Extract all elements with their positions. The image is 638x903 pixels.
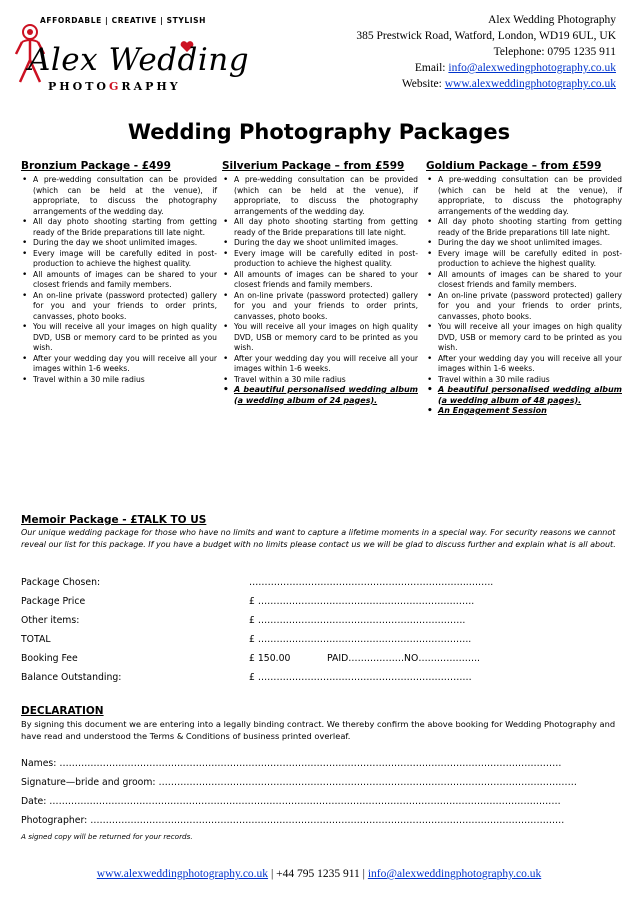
form-label: Package Chosen:: [21, 577, 101, 588]
package-feature: • All amounts of images can be shared to your closest friends and family members.: [222, 270, 418, 291]
footer-website-link[interactable]: www.alexweddingphotography.co.uk: [96, 868, 269, 880]
email-line: [356, 60, 616, 76]
names-field[interactable]: Names: ………………………………………………………………………………………………………………………………………………: [21, 758, 562, 769]
logo-photo-b: RAPHY: [121, 80, 181, 93]
package-feature: • Travel within a 30 mile radius: [222, 375, 418, 386]
footer-email-link[interactable]: info@alexweddingphotography.co.uk: [367, 868, 542, 880]
package-feature: • All amounts of images can be shared to your closest friends and family members.: [21, 270, 217, 291]
package-feature: • All day photo shooting starting from getting ready of the Bride preparations till late night.: [426, 217, 622, 238]
package-feature: • After your wedding day you will receive all your images within 1-6 weeks.: [426, 354, 622, 375]
logo-photo-g: G: [109, 80, 122, 93]
declaration-heading: DECLARATION: [21, 705, 104, 717]
page-title: Wedding Photography Packages: [127, 120, 511, 144]
package-feature: • Travel within a 30 mile radius: [426, 375, 622, 386]
package-feature: • After your wedding day you will receive all your images within 1-6 weeks.: [222, 354, 418, 375]
form-row-total: [21, 634, 621, 648]
email-label: Email:: [414, 62, 449, 74]
form-label: Booking Fee: [21, 653, 78, 664]
form-row-booking-fee: [21, 653, 621, 667]
signature-field[interactable]: Signature—bride and groom: ………………………………………………………………………………………………………………………: [21, 777, 577, 788]
package-title: Bronzium Package - £499: [21, 160, 171, 172]
package-feature: • An on-line private (password protected) gallery for you and your friends to order prints, canvasses, photo books.: [426, 291, 622, 323]
package-feature: • A pre-wedding consultation can be provided (which can be held at the venue), if appropriate, to discuss the photography arrangements of the wedding day.: [222, 175, 418, 217]
form-label: Package Price: [21, 596, 86, 607]
form-value-field: £ 150.00: [249, 653, 291, 664]
logo-name: Alex Wedding: [28, 42, 250, 78]
package-feature: • A pre-wedding consultation can be provided (which can be held at the venue), if appropriate, to discuss the photography arrangements of the wedding day.: [426, 175, 622, 217]
logo-tagline: AFFORDABLE | CREATIVE | STYLISH: [40, 16, 207, 25]
package-feature: • You will receive all your images on high quality DVD, USB or memory card to be printed as you wish.: [426, 322, 622, 354]
package-feature: • Every image will be carefully edited in post-production to achieve the highest quality.: [222, 249, 418, 270]
telephone: Telephone: 0795 1235 911: [493, 46, 616, 58]
package-feature-list: [426, 175, 622, 417]
footer: [0, 868, 638, 880]
contact-block: [356, 12, 616, 92]
logo-photography: [48, 80, 181, 93]
package-bronzium: [21, 160, 217, 385]
form-label: TOTAL: [21, 634, 51, 645]
package-feature: • All day photo shooting starting from getting ready of the Bride preparations till late night.: [21, 217, 217, 238]
email-link[interactable]: info@alexwedingphotography.co.uk: [448, 62, 616, 74]
form-value-field[interactable]: £ ……………………………………………………………: [249, 672, 472, 683]
business-name: Alex Wedding Photography: [488, 14, 616, 26]
package-feature: • After your wedding day you will receive all your images within 1-6 weeks.: [21, 354, 217, 375]
package-feature: • Travel within a 30 mile radius: [21, 375, 217, 386]
logo-photo-a: PHOTO: [48, 80, 110, 93]
form-value-field[interactable]: ……………………………………………………………..……..: [249, 577, 494, 588]
date-field[interactable]: Date: …………………………………………………………………………………………………………………………………………………: [21, 796, 561, 807]
form-label: Other items:: [21, 615, 80, 626]
package-feature: • You will receive all your images on high quality DVD, USB or memory card to be printed as you wish.: [21, 322, 217, 354]
form-value-field[interactable]: £ ………………………………….………………………..: [249, 634, 472, 645]
footer-phone: | +44 795 1235 911 |: [268, 868, 368, 880]
package-feature: • During the day we shoot unlimited images.: [21, 238, 217, 249]
package-feature: • Every image will be carefully edited in post-production to achieve the highest quality.: [21, 249, 217, 270]
package-feature: • Every image will be carefully edited in post-production to achieve the highest quality.: [426, 249, 622, 270]
form-row-package-price: [21, 596, 621, 610]
package-feature: • You will receive all your images on high quality DVD, USB or memory card to be printed as you wish.: [222, 322, 418, 354]
website-line: [356, 76, 616, 92]
package-feature: • An on-line private (password protected) gallery for you and your friends to order prints, canvasses, photo books.: [21, 291, 217, 323]
package-title: Silverium Package – from £599: [222, 160, 405, 172]
website-label: Website:: [401, 78, 445, 90]
signed-copy-note: A signed copy will be returned for your records.: [21, 832, 193, 841]
package-feature-list: [21, 175, 217, 385]
package-extra-feature: • An Engagement Session: [426, 406, 622, 417]
memoir-heading: Memoir Package - £TALK TO US: [21, 514, 207, 526]
form-value-field[interactable]: £ ………………………………………………………….: [249, 615, 466, 626]
package-feature: • All day photo shooting starting from getting ready of the Bride preparations till late night.: [222, 217, 418, 238]
form-label: Balance Outstanding:: [21, 672, 122, 683]
package-silverium: [222, 160, 418, 406]
package-extra-feature: • A beautiful personalised wedding album (a wedding album of 48 pages).: [426, 385, 622, 406]
form-row-balance-outstanding: [21, 672, 621, 686]
form-row-other-items: [21, 615, 621, 629]
package-feature: • An on-line private (password protected) gallery for you and your friends to order prints, canvasses, photo books.: [222, 291, 418, 323]
form-value-field[interactable]: £ …………………………………...……………………….: [249, 596, 475, 607]
package-feature: • During the day we shoot unlimited images.: [426, 238, 622, 249]
address: 385 Prestwick Road, Watford, London, WD19 6UL, UK: [356, 30, 616, 42]
form-row-package-chosen: [21, 577, 621, 591]
memoir-text: Our unique wedding package for those who have no limits and want to capture a lifetime moments in a special way. For security reasons we cannot reveal our list for this package. If you have a budget with no limits please contact us we will be glad to discuss further and explain what is all about.: [21, 528, 616, 549]
package-goldium: [426, 160, 622, 417]
package-extra-feature: • A beautiful personalised wedding album (a wedding album of 24 pages).: [222, 385, 418, 406]
package-feature: • A pre-wedding consultation can be provided (which can be held at the venue), if appropriate, to discuss the photography arrangements of the wedding day.: [21, 175, 217, 217]
package-feature-list: [222, 175, 418, 406]
package-feature: • All amounts of images can be shared to your closest friends and family members.: [426, 270, 622, 291]
website-link[interactable]: www.alexweddingphotography.co.uk: [444, 78, 616, 90]
package-title: Goldium Package – from £599: [426, 160, 602, 172]
declaration-text: By signing this document we are entering into a legally binding contract. We thereby confirm the above booking for Wedding Photography and have read and understood the Terms & Conditions of business printed overleaf.: [21, 719, 616, 741]
paid-no-field[interactable]: PAID………………NO………………..: [327, 653, 481, 664]
package-feature: • During the day we shoot unlimited images.: [222, 238, 418, 249]
photographer-field[interactable]: Photographer: ………………………………………………………………………………………………………………………………………: [21, 815, 565, 826]
